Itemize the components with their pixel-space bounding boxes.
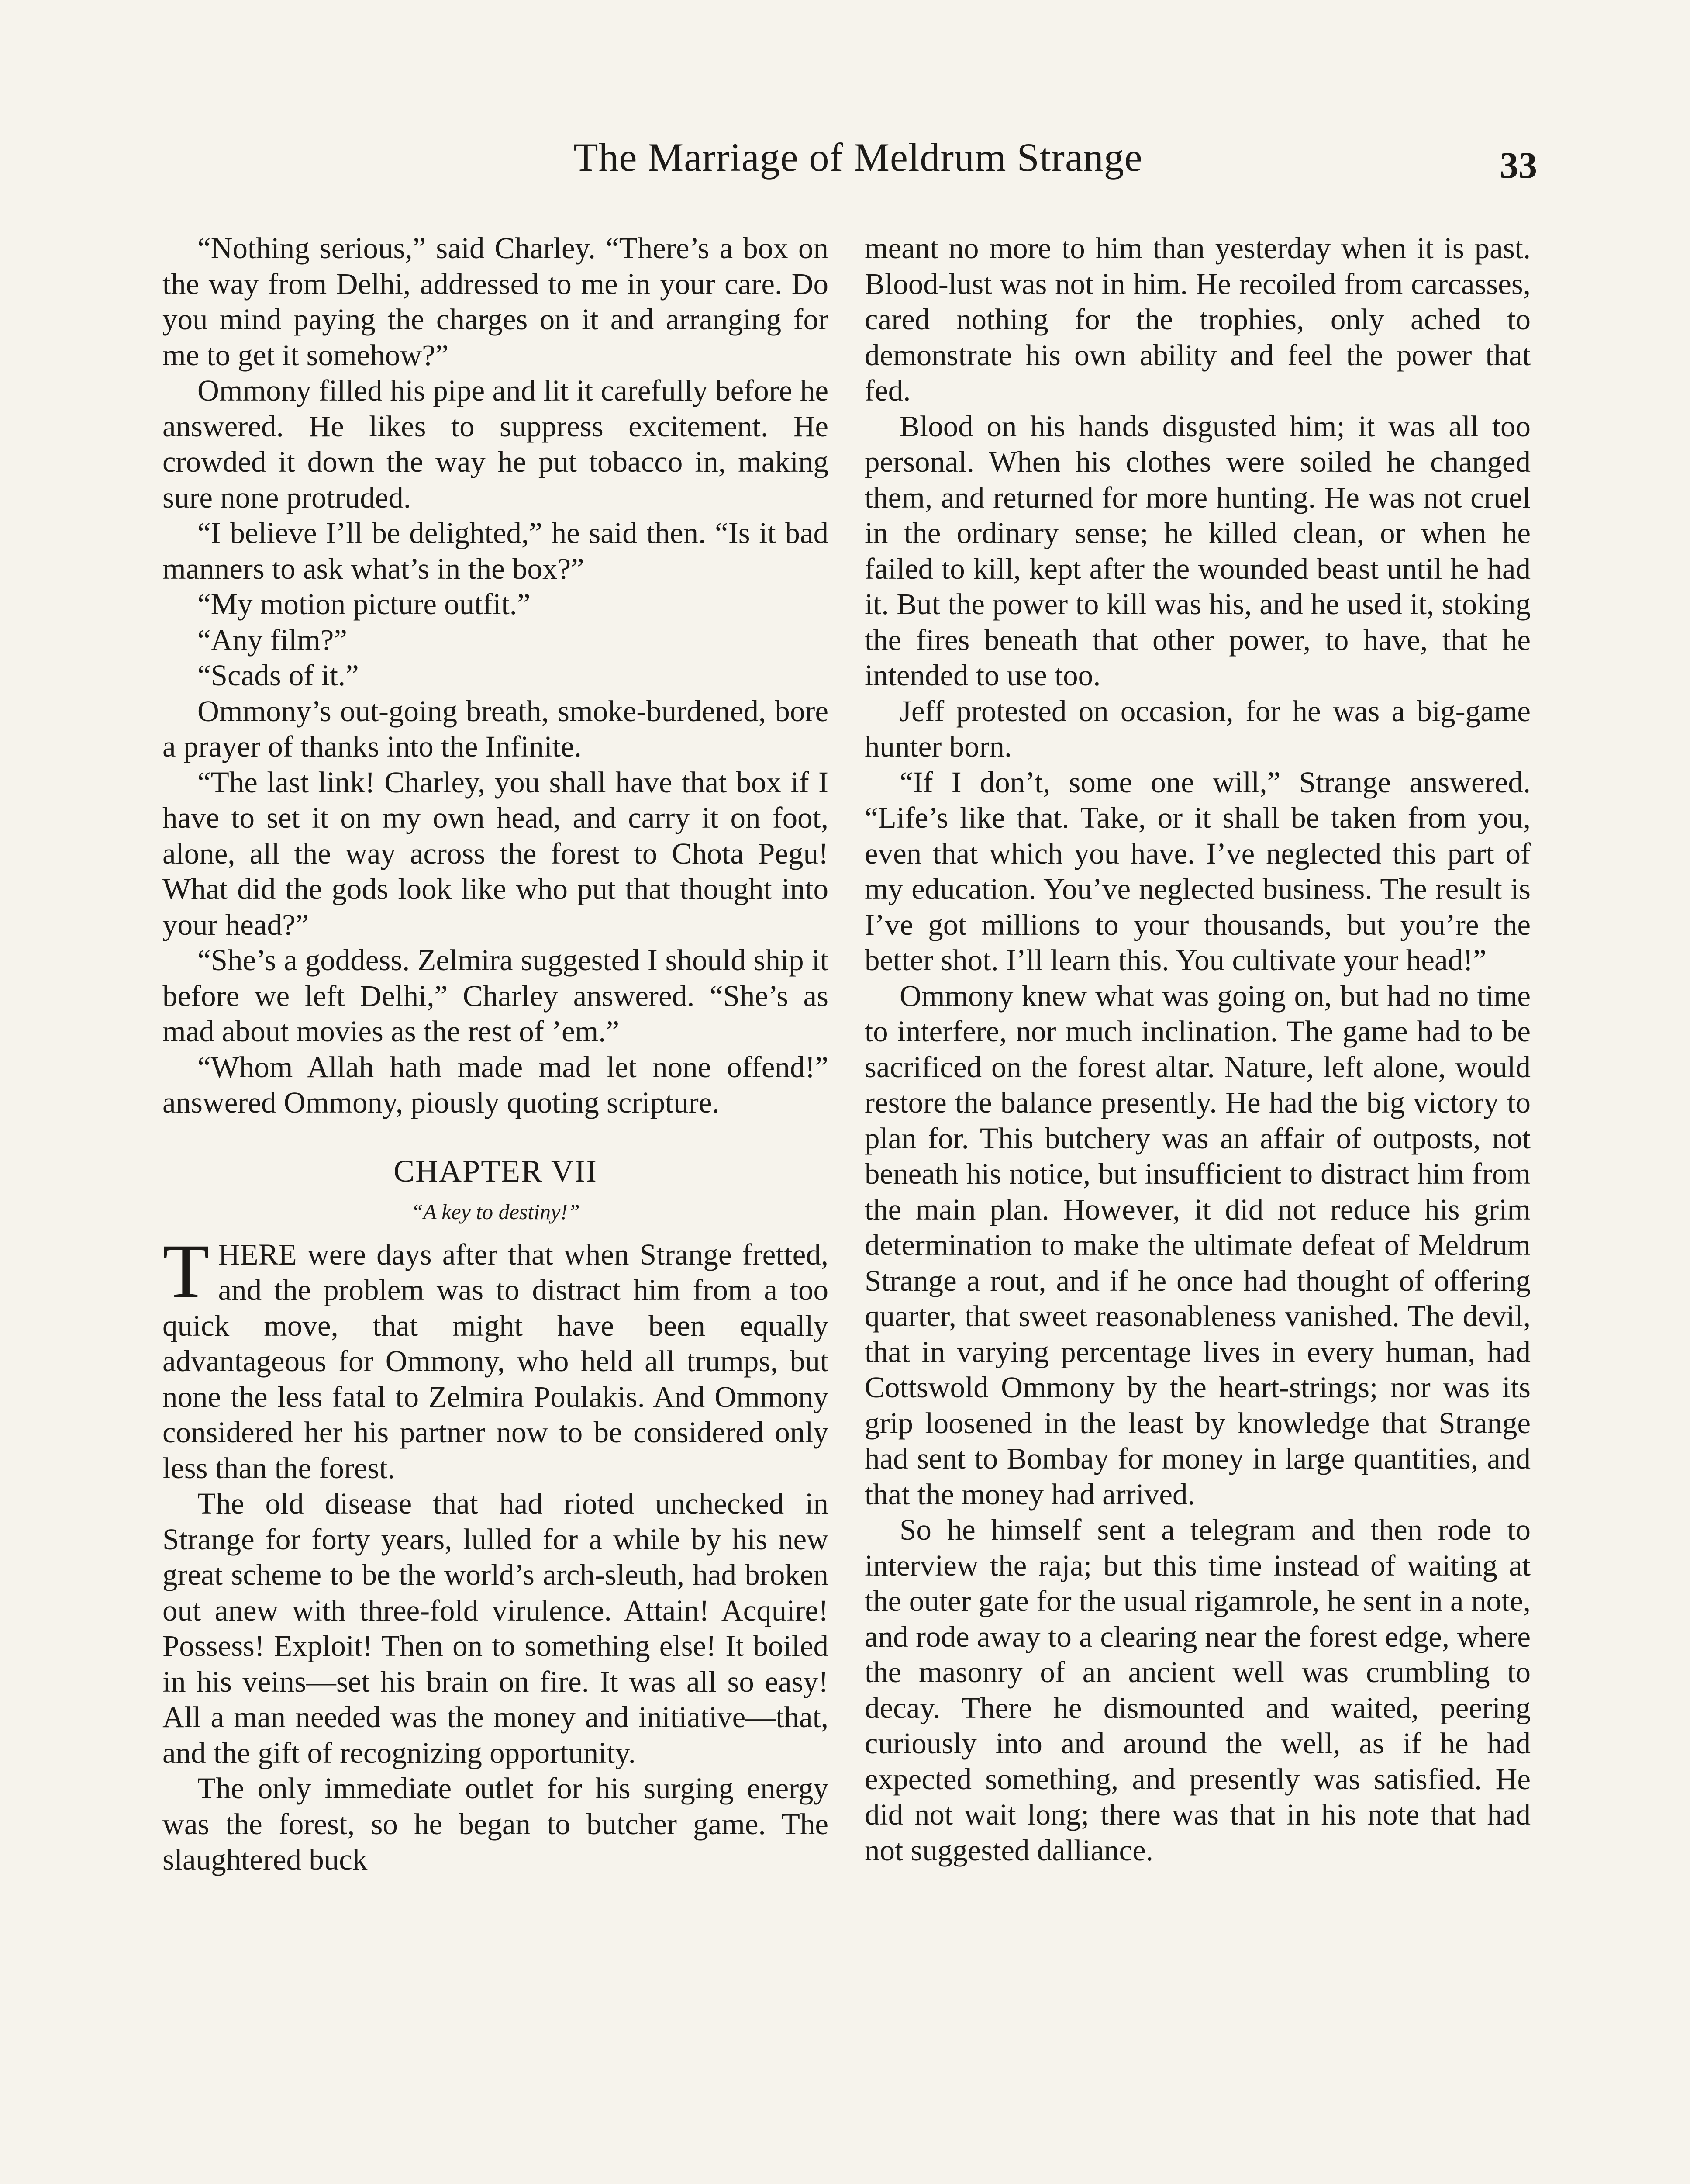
drop-cap: T [162,1228,210,1314]
paragraph: “Scads of it.” [197,659,359,692]
chapter-opening-text: HERE were days after that when Strange fretted, and the problem was to distract him from a too quick move, that might have been equally advantageous for Ommony, who held all trumps, but none the less fatal to Zelmira Poulakis. And Ommony considered her his partner now to be considered only less than the forest. [162,1237,828,1485]
paragraph: “My motion picture outfit.” [197,587,531,621]
paragraph: Ommony knew what was going on, but had no time to interfere, nor much inclination. The game had to be sacrificed on the forest altar. Nature, left alone, would restore the balance presently. He had the big victory to plan for. This butchery was an affair of outposts, not beneath his notice, but insufficient to distract him from the main plan. However, it did not reduce his grim determination to make the ultimate defeat of Meldrum Strange a rout, and if he once had thought of offering quarter, that sweet reasonableness vanished. The devil, that in varying percentage lives in every human, had Cottswold Ommony by the heart-strings; nor was its grip loosened in the least by knowledge that Strange had sent to Bombay for money in large quantities, and that the money had arrived. [865,979,1531,1511]
chapter-heading: CHAPTER VII [393,1153,597,1189]
paragraph: “Any film?” [197,623,347,657]
paragraph: “If I don’t, some one will,” Strange answered. “Life’s like that. Take, or it shall be taken from you, even that which you have. I’ve neglected this part of my education. You’ve neglected business. The result is I’ve got millions to your thousands, but you’re the better shot. I’ll learn this. You cultivate your head!” [865,765,1531,977]
paragraph: Ommony’s out-going breath, smoke-burdened, bore a prayer of thanks into the Infinite. [162,694,828,763]
chapter-opening-paragraph [162,1228,828,1486]
continued-paragraph: meant no more to him than yesterday when it is past. Blood-lust was not in him. He recoiled from carcasses, cared nothing for the trophies, only ached to demonstrate his own ability and feel the power that fed. [865,232,1531,407]
paragraph: “She’s a goddess. Zelmira suggested I should ship it before we left Delhi,” Charley answered. “She’s as mad about movies as the rest of ’em.” [162,943,828,1048]
paragraph: The only immediate outlet for his surging energy was the forest, so he began to butcher game. The slaughtered buck [162,1772,828,1876]
paragraph: Jeff protested on occasion, for he was a big-game hunter born. [865,694,1531,763]
paragraph: “Nothing serious,” said Charley. “There’s a box on the way from Delhi, addressed to me in your care. Do you mind paying the charges on it and arranging for me to get it somehow?” [162,232,828,372]
left-column [162,231,828,1878]
paragraph: Blood on his hands disgusted him; it was all too personal. When his clothes were soiled he changed them, and returned for more hunting. He was not cruel in the ordinary sense; he killed clean, or when he failed to kill, kept after the wounded beast until he had it. But the power to kill was his, and he used it, stoking the fires beneath that other power, to have, that he intended to use too. [865,409,1531,692]
paragraph: So he himself sent a telegram and then rode to interview the raja; but this time instead of waiting at the outer gate for the usual rigamrole, he sent in a note, and rode away to a clearing near the forest edge, where the masonry of an ancient well was crumbling to decay. There he dismounted and waited, peering curiously into and around the well, as if he had expected something, and presently was satisfied. He did not wait long; there was that in his note that had not suggested dalliance. [865,1513,1531,1867]
page-header [162,131,1537,218]
right-column [865,231,1531,1868]
paragraph: “Whom Allah hath made mad let none offend!” answered Ommony, piously quoting scripture. [162,1050,828,1119]
paragraph: “The last link! Charley, you shall have that box if I have to set it on my own head, and carry it on foot, alone, all the way across the forest to Chota Pegu! What did the gods look like who put that thought into your head?” [162,765,828,941]
running-title: The Marriage of Meldrum Strange [573,135,1143,180]
paragraph: Ommony filled his pipe and lit it carefully before he answered. He likes to suppress excitement. He crowded it down the way he put tobacco in, making sure none protruded. [162,374,828,514]
page-number: 33 [1500,144,1537,186]
paragraph: “I believe I’ll be delighted,” he said then. “Is it bad manners to ask what’s in the box?” [162,516,828,585]
paragraph: The old disease that had rioted unchecked in Strange for forty years, lulled for a while by his new great scheme to be the world’s arch-sleuth, had broken out anew with three-fold virulence. Attain! Acquire! Possess! Exploit! Then on to something else! It boiled in his veins—set his brain on fire. It was all so easy! All a man needed was the money and initiative—that, and the gift of recognizing opportunity. [162,1487,828,1769]
chapter-subtitle: “A key to destiny!” [411,1199,580,1224]
